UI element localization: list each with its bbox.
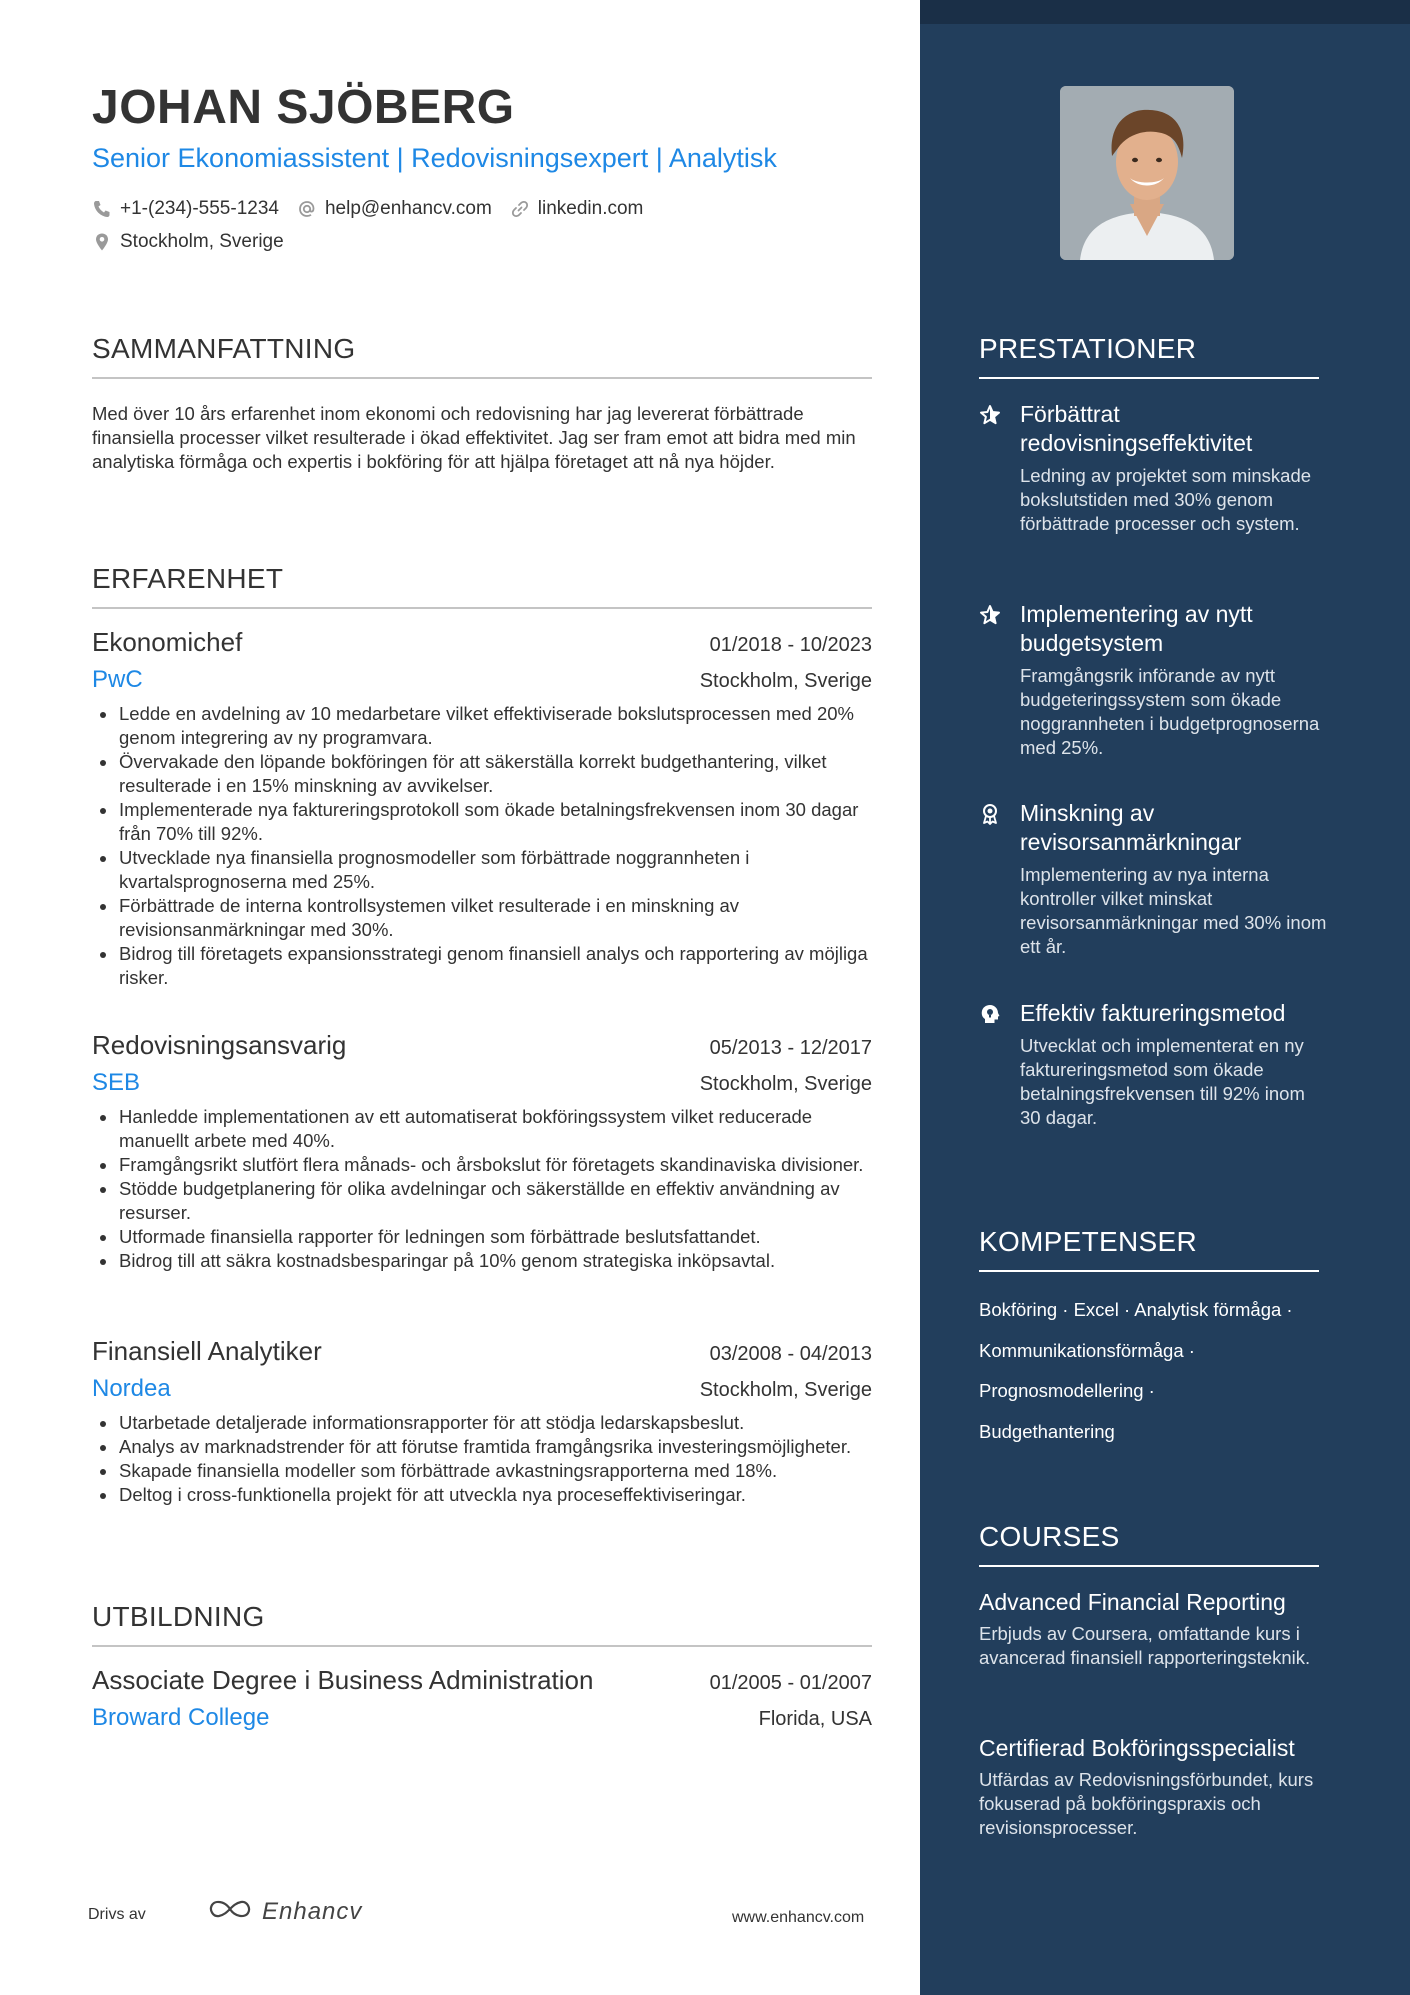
location-contact (92, 231, 284, 253)
job-dates: 03/2008 - 04/2013 (709, 1343, 872, 1365)
job-bullet: Bidrog till att säkra kostnadsbesparingar på 10% genom strategiska inköpsavtal. (92, 1249, 872, 1273)
achievement-desc: Implementering av nya interna kontroller vilket minskat revisorsanmärkningar med 30% inom ett år. (1020, 864, 1327, 957)
award-icon (979, 803, 1001, 825)
job-title: Ekonomichef (92, 627, 243, 657)
achievements-title: PRESTATIONER (979, 333, 1319, 379)
job-title: Finansiell Analytiker (92, 1336, 322, 1366)
website-contact[interactable] (510, 198, 644, 220)
at-icon (297, 199, 317, 219)
education-title: UTBILDNING (92, 1601, 872, 1647)
skills-line: Bokföring · Excel · Analytisk förmåga · (979, 1299, 1293, 1320)
education-entry (92, 1665, 872, 1732)
location-pin-icon (92, 232, 112, 252)
job-bullet: Skapade finansiella modeller som förbättrade avkastningsrapporterna med 18%. (92, 1459, 872, 1483)
job-dates: 05/2013 - 12/2017 (709, 1037, 872, 1059)
powered-by: Drivs av (88, 1906, 146, 1923)
phone-text: +1-(234)-555-1234 (120, 198, 279, 219)
phone-icon (92, 199, 112, 219)
job-title: Redovisningsansvarig (92, 1030, 347, 1060)
summary-text: Med över 10 års erfarenhet inom ekonomi och redovisning har jag levererat förbättrade finansiella processer vilket resulterade i ökad effektivitet. Jag ser fram emot att bidra med min analytiska förmåga och expertis i bokföring för att hjälpa företaget att nå nya höjder. (92, 403, 856, 472)
achievement-desc: Utvecklat och implementerat en ny faktureringsmetod som ökade betalningsfrekvensen till 92% inom 30 dagar. (1020, 1035, 1305, 1128)
achievement-title: Minskning av revisorsanmärkningar (1020, 800, 1242, 855)
job-bullet: Analys av marknadstrender för att förutse framtida framgångsrika investeringsmöjligheter. (92, 1435, 872, 1459)
achievement-title: Effektiv faktureringsmetod (1020, 1000, 1286, 1026)
job-bullet: Hanledde implementationen av ett automatiserat bokföringssystem vilket reducerade manuellt arbete med 40%. (92, 1105, 872, 1153)
course-desc: Utfärdas av Redovisningsförbundet, kurs fokuserad på bokföringspraxis och revisionsprocesser. (979, 1769, 1314, 1838)
job-bullet: Utarbetade detaljerade informationsrapporter för att stödja ledarskapsbeslut. (92, 1411, 872, 1435)
job-bullets (92, 1105, 872, 1273)
achievement-title: Implementering av nytt budgetsystem (1020, 601, 1253, 656)
contact-info (92, 196, 892, 262)
company-name: PwC (92, 666, 143, 693)
skills-list (979, 1290, 1339, 1452)
skills-line: Kommunikationsförmåga · (979, 1339, 1195, 1361)
enhancv-logo[interactable] (206, 1896, 362, 1927)
sidebar (920, 0, 1410, 1995)
courses-title: COURSES (979, 1521, 1319, 1567)
course-desc: Erbjuds av Coursera, omfattande kurs i avancerad finansiell rapporteringsteknik. (979, 1623, 1311, 1668)
job-bullets (92, 1411, 872, 1507)
star-icon (979, 604, 1001, 626)
job-bullet: Framgångsrikt slutfört flera månads- och årsbokslut för företagets skandinaviska divisioner. (92, 1153, 872, 1177)
job-entry (92, 1336, 872, 1507)
sidebar-top-bar (920, 0, 1410, 24)
job-location: Stockholm, Sverige (699, 1073, 872, 1095)
job-dates: 01/2018 - 10/2023 (709, 634, 872, 656)
job-entry (92, 1030, 872, 1273)
head-lightbulb-icon (979, 1003, 1001, 1025)
job-bullet: Övervakade den löpande bokföringen för att säkerställa korrekt budgethantering, vilket resulterade i en 15% minskning av avvikelser. (92, 750, 872, 798)
job-bullet: Förbättrade de interna kontrollsystemen vilket resulterade i en minskning av revisionsanmärkningar med 30%. (92, 894, 872, 942)
email-contact[interactable] (297, 198, 492, 220)
skills-line: Prognosmodellering · (979, 1380, 1155, 1401)
job-location: Stockholm, Sverige (699, 1379, 872, 1401)
summary-title: SAMMANFATTNING (92, 333, 872, 379)
achievement-item (979, 400, 1329, 536)
footer-url[interactable]: www.enhancv.com (732, 1909, 865, 1926)
achievement-title: Förbättrat redovisningseffektivitet (1020, 401, 1253, 456)
course-item (979, 1734, 1329, 1840)
course-title: Certifierad Bokföringsspecialist (979, 1735, 1295, 1761)
email-text: help@enhancv.com (324, 198, 492, 219)
job-bullets (92, 702, 872, 990)
achievement-item (979, 999, 1329, 1130)
job-bullet: Utformade finansiella rapporter för ledningen som förbättrade beslutsfattandet. (92, 1225, 872, 1249)
job-bullet: Stödde budgetplanering för olika avdelningar och säkerställde en effektiv användning av resurser. (92, 1177, 872, 1225)
profile-photo (1060, 86, 1234, 260)
job-bullet: Implementerade nya faktureringsprotokoll som ökade betalningsfrekvensen inom 30 dagar från 70% till 92%. (92, 798, 872, 846)
job-bullet: Utvecklade nya finansiella prognosmodeller som förbättrade noggrannheten i kvartalsprognoserna med 25%. (92, 846, 872, 894)
education-location: Florida, USA (758, 1708, 872, 1730)
link-icon (510, 199, 530, 219)
infinity-logo-icon (206, 1896, 254, 1927)
course-title: Advanced Financial Reporting (979, 1589, 1286, 1615)
headline: Senior Ekonomiassistent | Redovisningsexpert | Analytisk (92, 143, 777, 173)
achievement-desc: Ledning av projektet som minskade bokslutstiden med 30% genom förbättrade processer och system. (1020, 465, 1312, 534)
skills-title: KOMPETENSER (979, 1226, 1319, 1272)
skills-line: Budgethantering (979, 1420, 1115, 1442)
candidate-name: JOHAN SJÖBERG (92, 81, 515, 134)
brand-name: Enhancv (262, 1897, 363, 1925)
job-bullet: Bidrog till företagets expansionsstrategi genom finansiell analys och rapportering av möjliga risker. (92, 942, 872, 990)
achievement-desc: Framgångsrik införande av nytt budgeteringssystem som ökade noggrannheten i budgetprognoserna med 25%. (1020, 665, 1320, 758)
website-text: linkedin.com (537, 198, 644, 219)
achievement-item (979, 799, 1329, 959)
job-bullet: Deltog i cross-funktionella projekt för att utveckla nya proceseffektiviseringar. (92, 1483, 872, 1507)
company-name: SEB (92, 1069, 141, 1096)
phone-contact[interactable] (92, 198, 279, 220)
location-text: Stockholm, Sverige (120, 231, 284, 252)
star-icon (979, 404, 1001, 426)
achievement-item (979, 600, 1329, 760)
job-bullet: Ledde en avdelning av 10 medarbetare vilket effektiviserade bokslutsprocessen med 20% genom integrering av ny programvara. (92, 702, 872, 750)
job-location: Stockholm, Sverige (699, 670, 872, 692)
degree: Associate Degree i Business Administration (92, 1665, 594, 1695)
job-entry (92, 627, 872, 990)
education-dates: 01/2005 - 01/2007 (709, 1672, 872, 1694)
experience-title: ERFARENHET (92, 563, 872, 609)
company-name: Nordea (92, 1375, 171, 1402)
course-item (979, 1588, 1329, 1670)
school-name: Broward College (92, 1704, 270, 1731)
